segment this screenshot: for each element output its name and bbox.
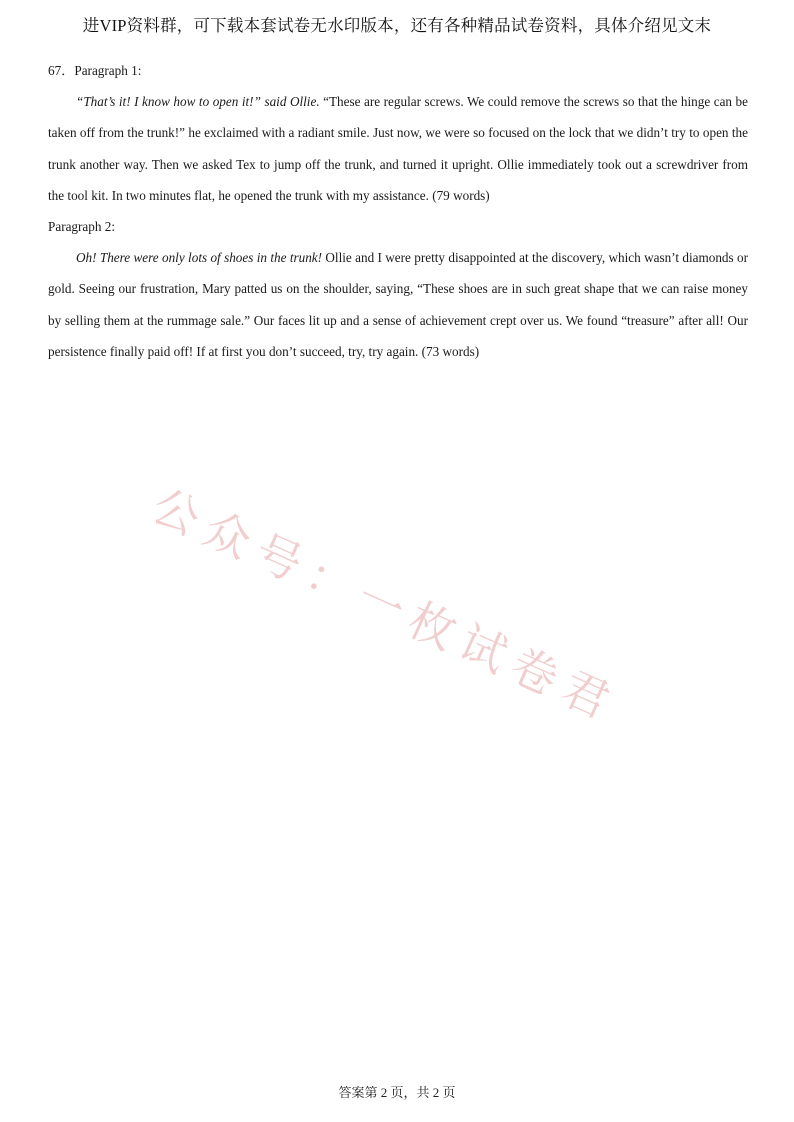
paragraph-2: [48, 242, 748, 367]
paragraph-2-lead: Oh! There were only lots of shoes in the trunk!: [76, 250, 323, 266]
paragraph-1-body: “These are regular screws. We could remove the screws so that the hinge can be taken off from the trunk!” he exclaimed with a radiant smile. Just now, we were so focused on the lock that we didn’t try to open the trunk another way. Then we asked Tex to jump off the trunk, and turned it upright. Ollie immediately took out a screwdriver from the tool kit. In two minutes flat, he opened the trunk with my assistance. (79 words): [48, 94, 748, 203]
page-footer: 答案第 2 页，共 2 页: [338, 1085, 456, 1100]
watermark: 公众号：一枚试卷君: [144, 478, 627, 733]
paragraph-1: [48, 86, 748, 211]
header-banner: 进VIP资料群，可下载本套试卷无水印版本，还有各种精品试卷资料，具体介绍见文末: [82, 16, 712, 35]
paragraph-2-body: Ollie and I were pretty disappointed at the discovery, which wasn’t diamonds or gold. Seeing our frustration, Mary patted us on the shoulder, saying, “These shoes are in such great shape that we can raise money by selling them at the rummage sale.” Our faces lit up and a sense of achievement crept over us. We found “treasure” after all! Our persistence finally paid off! If at first you don’t succeed, try, try again. (73 words): [48, 250, 748, 359]
paragraph-1-lead: “That’s it! I know how to open it!” said Ollie.: [76, 94, 320, 110]
answer-content: [48, 55, 748, 367]
paragraph-2-label: Paragraph 2:: [48, 219, 116, 235]
paragraph-1-label: 67．Paragraph 1:: [48, 63, 142, 78]
